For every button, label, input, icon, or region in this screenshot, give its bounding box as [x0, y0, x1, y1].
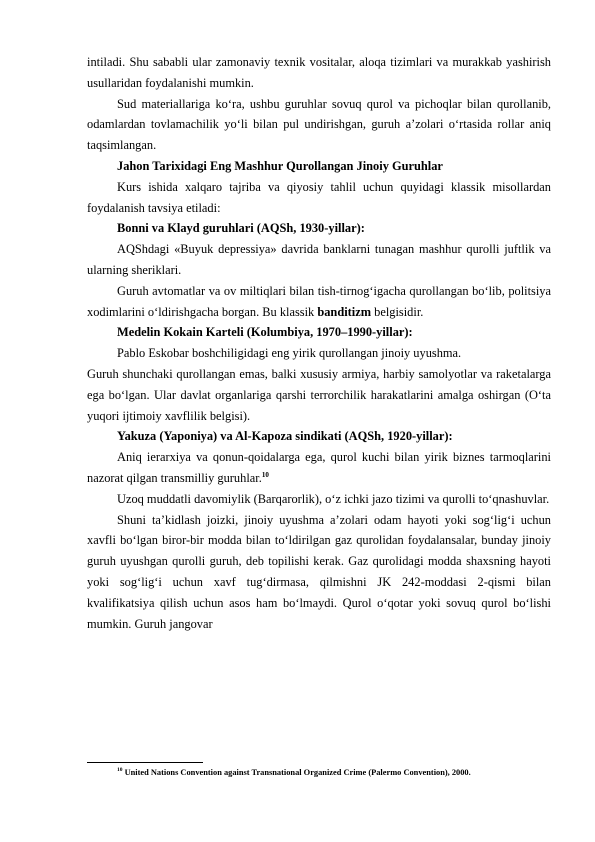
bold-term: banditizm: [317, 304, 372, 319]
paragraph: Uzoq muddatli davomiylik (Barqarorlik), o‘z ichki jazo tizimi va qurolli to‘qnashuvlar.: [117, 491, 550, 506]
paragraph-text: Guruh avtomatlar va ov miltiqlari bilan tish-tirnog‘igacha qurollangan bo‘lib, politsiya xodimlarini o‘ldirishgacha borgan. Bu klassik: [87, 283, 551, 319]
document-body: [87, 52, 551, 634]
paragraph: Shuni ta’kidlash joizki, jinoiy uyushma a’zolari odam hayoti yoki sog‘lig‘i uchun xavfli bo‘lgan biror-bir modda bilan to‘ldirilgan gaz qurolidan foydalansalar, bunday jinoiy guruh uyushgan qurolli guruh, deb topilishi kerak. Gaz qurolidagi modda shaxsning hayoti yoki sog‘lig‘i uchun xavf tug‘dirmasa, qilmishni JK 242-moddasi 2-qismi bilan kvalifikatsiya qilish uchun asos ham bo‘lmaydi. Qurol o‘qotar yoki sovuq qurol bo‘lishi mumkin. Guruh jangovar: [87, 512, 551, 631]
footnote-text: United Nations Convention against Transnational Organized Crime (Palermo Convention), 2000.: [124, 768, 471, 777]
subheading-medellin: Medelin Kokain Karteli (Kolumbiya, 1970–1990-yillar):: [117, 325, 413, 340]
subheading-bonnie-clyde: Bonni va Klayd guruhlari (AQSh, 1930-yillar):: [117, 221, 365, 236]
footnote: [117, 767, 557, 778]
paragraph: intiladi. Shu sababli ular zamonaviy texnik vositalar, aloqa tizimlari va murakkab yashirish usullaridan foydalanishi mumkin.: [87, 55, 551, 90]
paragraph: Guruh shunchaki qurollangan emas, balki xususiy armiya, harbiy samolyotlar va raketalarga ega bo‘lgan. Ular davlat organlariga qarshi terrorchilik harakatlarini amalga oshirgan (O‘ta yuqori ijtimoiy xavflilik belgisi).: [87, 366, 551, 423]
paragraph: [87, 447, 551, 489]
footnote-number: 10: [117, 767, 123, 774]
paragraph: Pablo Eskobar boshchiligidagi eng yirik qurollangan jinoiy uyushma.: [117, 346, 462, 361]
paragraph: [87, 281, 551, 323]
paragraph-text: belgisidir.: [371, 304, 424, 319]
paragraph: AQShdagi «Buyuk depressiya» davrida banklarni tunagan mashhur qurolli juftlik va ularning sheriklari.: [87, 242, 551, 277]
subheading-yakuza: Yakuza (Yaponiya) va Al-Kapoza sindikati (AQSh, 1920-yillar):: [117, 429, 453, 444]
footnote-divider: [87, 762, 203, 763]
footnote-ref[interactable]: 10: [261, 470, 269, 479]
paragraph: Sud materiallariga ko‘ra, ushbu guruhlar sovuq qurol va pichoqlar bilan qurollanib, odamlardan tovlamachilik yo‘li bilan pul undirishgan, guruh a’zolari o‘rtasida rollar aniq taqsimlangan.: [87, 96, 551, 153]
paragraph: Kurs ishida xalqaro tajriba va qiyosiy tahlil uchun quyidagi klassik misollardan foydalanish tavsiya etiladi:: [87, 179, 551, 215]
paragraph-text: Aniq ierarxiya va qonun-qoidalarga ega, qurol kuchi bilan yirik biznes tarmoqlarini nazorat qilgan transmilliy guruhlar.: [87, 450, 551, 485]
section-heading: Jahon Tarixidagi Eng Mashhur Qurollangan Jinoiy Guruhlar: [117, 158, 443, 173]
